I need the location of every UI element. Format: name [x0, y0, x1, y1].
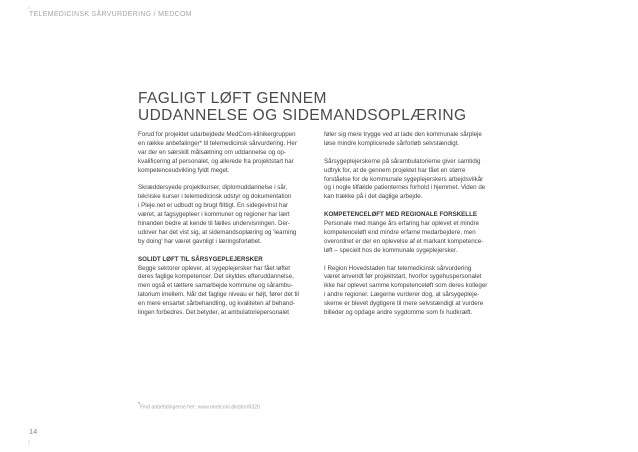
article-title-line-2: UDDANNELSE OG SIDEMANDSOPLÆRING [138, 107, 467, 124]
section-heading: SOLIDT LØFT TIL SÅRSYGEPLEJERSKER [138, 255, 263, 263]
paragraph: I Region Hovedstaden har telemedicinsk sårvurdering været anvendt før projektstart, hvorfor sygehuspersonalet ikke har oplevet samme kompetenceløft som deres kolleger i andre regioner. Lægerne vurderer dog, at sårsygepleje- skerne er blevet dygtigere til mere selvstændigt at vurdere billeder og opdage andre sygdomme som fx hudkræft. [324, 264, 488, 317]
paragraph: Forud for projektet udarbejdede MedCom-klinikergruppen en række anbefalinger* til telemedicinsk sårvurdering. Her var der en særskilt målsætning om uddannelse og op- kvalificering af personalet, og allerede fra projektstart har kompetenceudvikling fyldt meget. [138, 131, 297, 174]
article-title-line-1: FAGLIGT LØFT GENNEM [138, 90, 327, 107]
article-title [138, 90, 498, 124]
paragraph: Sårsygeplejerskerne på sårambulatorierne giver samtidig udtryk for, at de gennem projektet har fået en større forståelse for de kommunale sygeplejerskers arbejdsvilkår og i nogle tilfælde patienternes forhold i hjemmet. Viden de kan trække på i det daglige arbejde. [324, 157, 486, 201]
footnote-marker: * [138, 402, 140, 408]
section-heading: KOMPETENCELØFT MED REGIONALE FORSKELLE [324, 211, 477, 219]
left-column [138, 131, 308, 327]
running-header: TELEMEDICINSK SÅRVURDERING / MEDCOM [29, 11, 192, 18]
footnote [138, 402, 260, 411]
paragraph: Begge sektorer oplever, at sygeplejersker har fået løftet deres faglige kompetencer. Det skyldes efteruddannelse, men også et tættere samarbejde kommune og sårambu- latorium imellem. Når det faglige niveau er højt, fører det til en mere ensartet sårbehandling, og kvaliteten af behand- lingen forbedres. Det betyder, at ambulatoriepersonalet [138, 264, 299, 317]
paragraph: føler sig mere trygge ved at lade den kommunale sårpleje løse mindre komplicerede sårforløb selvstændigt. [324, 131, 482, 147]
right-column [324, 131, 492, 327]
footnote-text: Find anbefalingerne her: www.medcom.dk/stnr/6320 [139, 404, 260, 411]
paragraph: Skræddersyede projektkurser, diplomuddannelse i sår, tekniske kurser i telemedicinsk udstyr og dokumentation i Pleje.net er udbudt og brugt flittigt. En sidegevinst har været, at fagsygepleer i kommuner og regioner har lært hinanden bedre at kende til fælles undervisningen. Der- udover har det vist sig, at sidemandsoplæring og 'learning by doing' har været gavnligt i læringsforløbet. [138, 184, 297, 245]
paragraph: Personale med mange års erfaring har oplevet et mindre kompetenceløft end mindre erfarne medarbejdere, men overordnet er der en oplevelse af et markant kompetence- løft – specielt hos de kommunale sygeplejersker. [324, 220, 484, 254]
page-number: 14 [29, 427, 38, 436]
